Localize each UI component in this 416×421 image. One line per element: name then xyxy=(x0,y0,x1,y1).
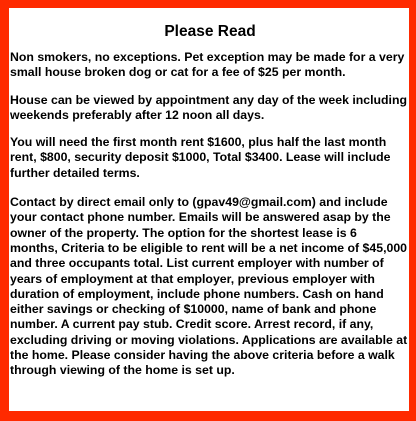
viewing-paragraph: House can be viewed by appointment any day of the week including weekends preferably after 12 noon all days. xyxy=(10,92,407,122)
move-in-cost-paragraph: You will need the first month rent $1600, plus half the last month rent, $800, security deposit $1000, Total $3400. Lease will include further detailed terms. xyxy=(10,135,391,180)
notice-title: Please Read xyxy=(164,23,256,40)
pet-policy-paragraph: Non smokers, no exceptions. Pet exception may be made for a very small house broken dog or cat for a fee of $25 per month. xyxy=(10,50,405,80)
contact-criteria-paragraph: Contact by direct email only to (gpav49@gmail.com) and include your contact phone number. Emails will be answered asap by the owner of the property. The option for the shortest lease is 6 months, Criteria to be eligible to rent will be a net income of $45,000 and three occupants total. List current employer with number of years of employment at that employer, previous employer with duration of employment, include phone numbers. Cash on hand either savings or checking of $10000, name of bank and phone number. A current pay stub. Credit score. Arrest record, if any, excluding driving or moving violations. Applications are available at the home. Please consider having the above criteria before a walk through viewing of the home is set up. xyxy=(10,195,408,378)
notice-content xyxy=(10,8,408,379)
